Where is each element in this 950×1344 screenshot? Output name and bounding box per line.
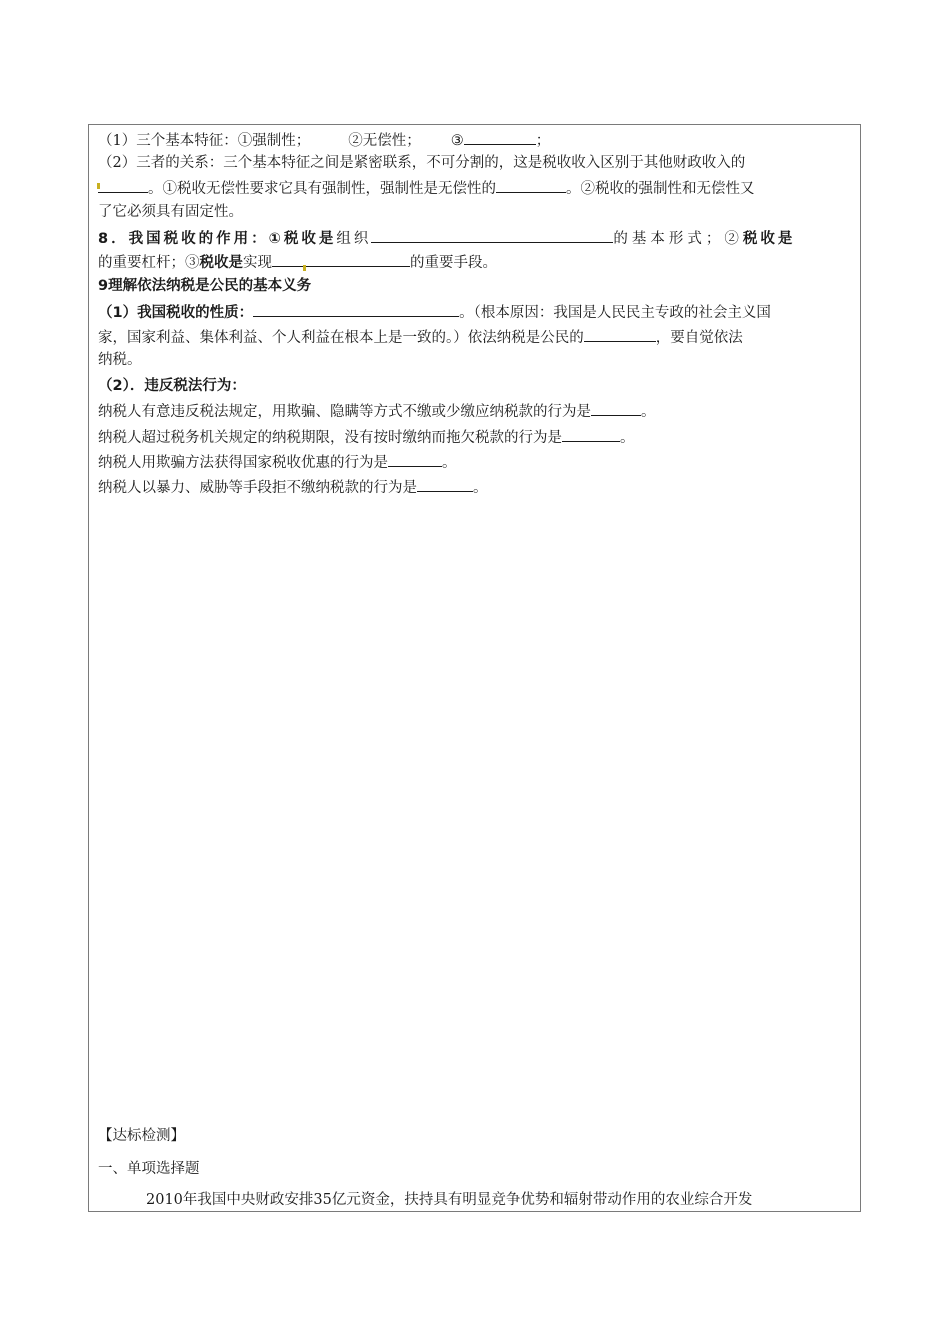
period: 。 — [442, 455, 457, 471]
fill-blank[interactable] — [272, 251, 410, 267]
violation-line-2 — [98, 426, 852, 448]
violation-text: 纳税人以暴力、威胁等手段拒不缴纳税款的行为是 — [98, 480, 417, 496]
role-text: 的基本形式；② — [613, 231, 743, 247]
check-section: 一、单项选择题 — [98, 1161, 200, 1177]
nature-label: （1）我国税收的性质： — [98, 305, 254, 321]
role-text: 的重要杠杆；③ — [98, 255, 200, 271]
fill-blank[interactable] — [496, 177, 566, 193]
features-end: ； — [535, 133, 551, 149]
relation-line-2 — [98, 177, 852, 199]
nature-text: ，要自觉依法 — [655, 330, 743, 346]
relation-text-a: 。①税收无偿性要求它具有强制性，强制性是无偿性的 — [148, 181, 496, 197]
role-text: 组织 — [336, 231, 372, 247]
violation-line-4 — [98, 476, 852, 498]
period: 。 — [620, 430, 635, 446]
fill-blank[interactable] — [388, 451, 442, 467]
role-line-1 — [98, 227, 852, 249]
duty-heading: 9理解依法纳税是公民的基本义务 — [98, 278, 312, 294]
fill-blank[interactable] — [584, 326, 656, 342]
violation-line-3 — [98, 451, 852, 473]
violation-heading: （2）．违反税法行为： — [98, 378, 246, 394]
fill-blank[interactable] — [98, 177, 148, 193]
relation-text-b: 。②税收的强制性和无偿性又 — [566, 181, 755, 197]
nature-line-3: 纳税。 — [98, 352, 142, 368]
role-bold: 税收是 — [742, 231, 796, 247]
fill-blank[interactable] — [371, 227, 613, 243]
violation-text: 纳税人有意违反税法规定，用欺骗、隐瞒等方式不缴或少缴应纳税款的行为是 — [98, 404, 591, 420]
role-text: 实现 — [243, 255, 272, 271]
nature-line-2 — [98, 326, 852, 348]
violation-text: 纳税人超过税务机关规定的纳税期限，没有按时缴纳而拖欠税款的行为是 — [98, 430, 562, 446]
fill-blank[interactable] — [562, 426, 620, 442]
features-item3: ③ — [450, 133, 464, 149]
relation-line-3: 了它必须具有固定性。 — [98, 204, 243, 220]
fill-blank[interactable] — [591, 400, 641, 416]
features-item2: ②无偿性； — [348, 133, 421, 149]
nature-text: 。（根本原因：我国是人民民主专政的社会主义国 — [459, 305, 771, 321]
relation-line-1: （2）三者的关系：三个基本特征之间是紧密联系，不可分割的，这是税收收入区别于其他财政收入的 — [98, 155, 746, 171]
fill-blank[interactable] — [253, 301, 459, 317]
role-heading: 8．我国税收的作用：①税收是 — [98, 231, 337, 247]
role-text: 的重要手段。 — [410, 255, 497, 271]
violation-text: 纳税人用欺骗方法获得国家税收优惠的行为是 — [98, 455, 388, 471]
violation-line-1 — [98, 400, 852, 422]
fill-blank[interactable] — [417, 476, 473, 492]
features-prefix: （1）三个基本特征：①强制性； — [98, 133, 311, 149]
question-1: 2010年我国中央财政安排35亿元资金，扶持具有明显竞争优势和辐射带动作用的农业综合开发 — [146, 1192, 753, 1208]
period: 。 — [641, 404, 656, 420]
fill-blank[interactable] — [464, 129, 536, 145]
check-heading: 【达标检测】 — [98, 1128, 185, 1144]
margin-mark — [303, 265, 306, 271]
role-bold: 税收是 — [199, 255, 243, 271]
nature-text: 家，国家利益、集体利益、个人利益在根本上是一致的。）依法纳税是公民的 — [98, 330, 584, 346]
features-line — [98, 129, 852, 151]
nature-line-1 — [98, 301, 852, 323]
period: 。 — [473, 480, 488, 496]
role-line-2 — [98, 251, 852, 273]
